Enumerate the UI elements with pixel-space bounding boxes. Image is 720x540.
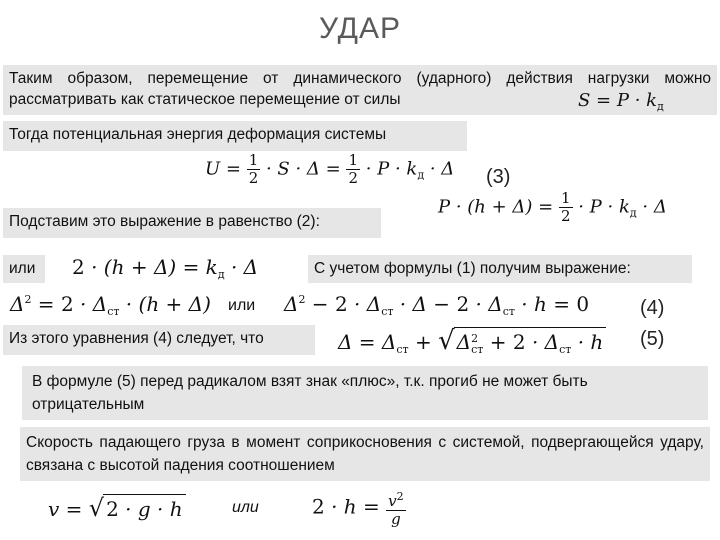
- paragraph-velocity-text: Скорость падающего груза в момент соприкосновения с системой, подвергающейся удару, связана с высотой падения соотношением: [26, 434, 704, 474]
- paragraph-plus-sign-text: В формуле (5) перед радикалом взят знак «плюс», т.к. прогиб не может быть отрицательным: [32, 373, 588, 413]
- paragraph-velocity: [20, 427, 710, 481]
- formula-energy: U = $\frac{1}{2}$ · S · Δ = $\frac{1}{2}$ · $P \cdot k_д \cdot \Delta$: [205, 151, 455, 187]
- formula-substituted: P · (h + Δ) = $\frac{1}{2}$ · $P \cdot k_д \cdot \Delta$: [438, 189, 667, 225]
- formula-2h: $2 \cdot (h + \Delta) = k_д \cdot \Delta$: [72, 255, 259, 281]
- equation-label-4: (4): [640, 297, 665, 319]
- paragraph-follows-text: Из этого уравнения (4) следует, что: [9, 330, 264, 347]
- or-label-2: или: [228, 297, 256, 314]
- paragraph-potential-energy-text: Тогда потенциальная энергия деформация системы: [9, 126, 387, 143]
- formula-deflection: $\Delta = \Delta_{ст}$ + √ Δ 2 ст + $2 \cdot \Delta_{ст} \cdot h$: [338, 326, 606, 356]
- equation-label-5: (5): [640, 328, 665, 350]
- formula-quadratic-expanded: $\Delta^2 - 2 \cdot \Delta_{ст} \cdot \Delta - 2 \cdot \Delta_{ст} \cdot h = 0$: [284, 292, 590, 318]
- paragraph-substitute: [3, 208, 381, 238]
- formula-velocity: v = √ 2 · g · h: [48, 494, 186, 522]
- formula-height: 2 · h = $\frac{v^2}{g}$: [312, 490, 404, 528]
- paragraph-displacement-text: Таким образом, перемещение от динамического (ударного) действия нагрузки можно рассматривать как статическое перемещение от силы: [9, 70, 711, 108]
- or-label-box-1: [3, 255, 45, 283]
- formula-quadratic: $\Delta^2 = 2 \cdot \Delta_{ст} \cdot (h + \Delta)$: [10, 292, 211, 318]
- or-label-3: или: [232, 499, 259, 516]
- paragraph-formula-1: [308, 255, 692, 283]
- formula-force: $S = P \cdot k_д$: [578, 90, 664, 113]
- paragraph-follows: [3, 325, 315, 355]
- paragraph-formula-1-text: С учетом формулы (1) получим выражение:: [314, 260, 631, 277]
- paragraph-potential-energy: [3, 121, 467, 151]
- paragraph-substitute-text: Подставим это выражение в равенство (2):: [9, 213, 320, 230]
- equation-label-3: (3): [486, 166, 511, 188]
- paragraph-plus-sign: [22, 366, 708, 420]
- or-label-1: или: [9, 260, 36, 277]
- page-title: УДАР: [318, 12, 402, 45]
